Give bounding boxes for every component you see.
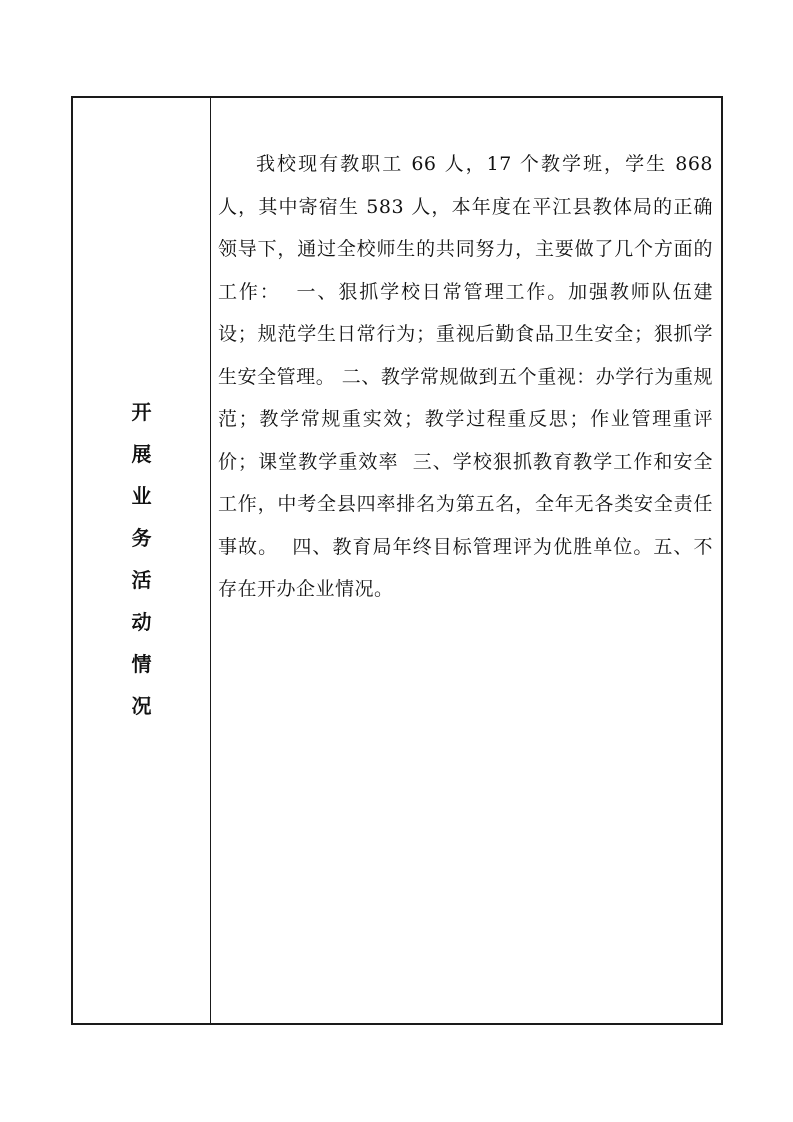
section-label-char: 活 — [131, 568, 152, 592]
section-label-char: 业 — [131, 484, 152, 508]
activity-report-table — [71, 96, 723, 1025]
section-label-cell — [73, 98, 211, 1023]
section-label-char: 开 — [131, 400, 152, 424]
activity-description-paragraph: 我校现有教职工 66 人，17 个教学班，学生 868 人，其中寄宿生 583 人，本年度在平江县教体局的正确领导下，通过全校师生的共同努力，主要做了几个方面的工作： 一、狠抓学校日常管理工作。加强教师队伍建设；规范学生日常行为；重视后勤食品卫生安全；狠抓学生安全管理。 二、教学常规做到五个重视：办学行为重规范；教学常规重实效；教学过程重反思；作业管理重评价；课堂教学重效率 三、学校狠抓教育教学工作和安全工作，中考全县四率排名为第五名，全年无各类安全责任事故。 四、教育局年终目标管理评为优胜单位。五、不存在开办企业情况。 — [218, 153, 720, 600]
section-label-char: 情 — [131, 652, 152, 676]
section-label-char: 况 — [131, 694, 152, 718]
section-label-char: 动 — [131, 610, 152, 634]
section-label-char: 务 — [131, 526, 152, 550]
activity-content-cell — [211, 98, 721, 1023]
section-label-char: 展 — [131, 442, 152, 466]
